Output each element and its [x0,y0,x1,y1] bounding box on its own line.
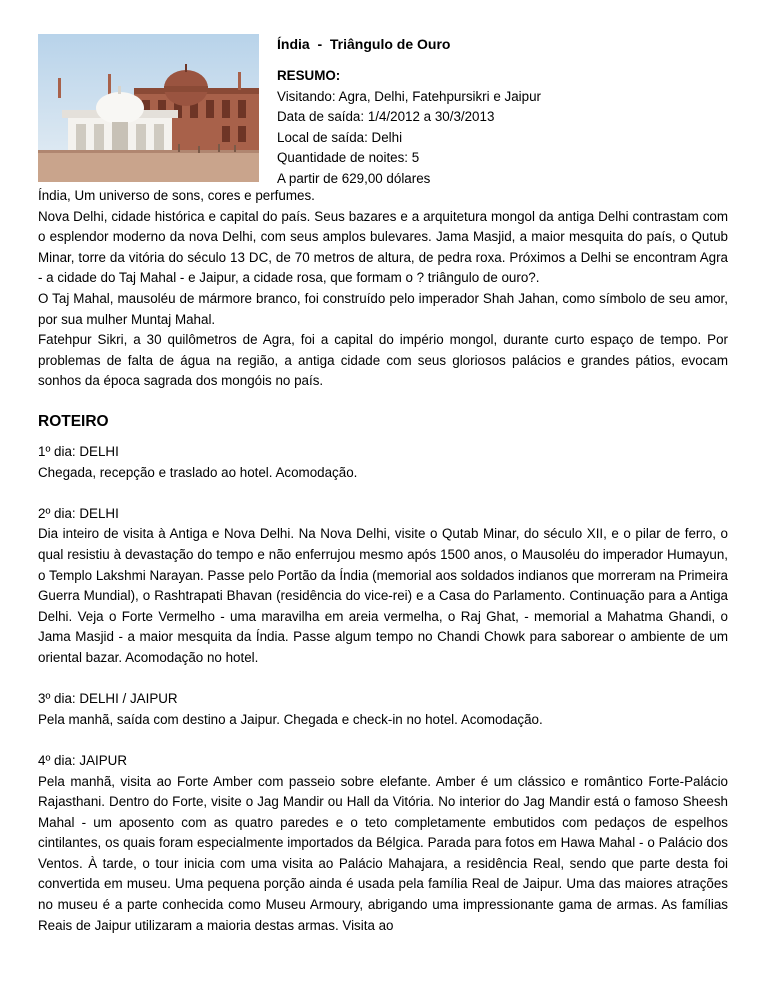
summary-line: Visitando: Agra, Delhi, Fatehpursikri e Jaipur [277,88,541,104]
day-text: Pela manhã, saída com destino a Jaipur. Chegada e check-in no hotel. Acomodação. [38,711,543,727]
day-title: 4º dia: JAIPUR [38,752,127,768]
summary-heading: RESUMO: [277,68,341,83]
day-text: Dia inteiro de visita à Antiga e Nova Delhi. Na Nova Delhi, visite o Qutab Minar, do século XII, e o pilar de ferro, o qual resistiu à devastação do tempo e não enferrujou mesmo após 1500 anos, o Mausoléu do imperador Humayun, o Templo Lakshmi Narayan. Passe pelo Portão da Índia (memorial aos soldados indianos que morreram na Primeira Guerra Mundial), o Rashtrapati Bhavan (residência do vice-rei) e a Casa do Parlamento. Continuação para a Antiga Delhi. Veja o Forte Vermelho - uma maravilha em areia vermelha, o Raj Ghat, - memorial a Mahatma Ghandi, o Jama Masjid - a maior mesquita da Índia. Passe algum tempo no Chandi Chowk para saborear o ambiente de um oriental bazar. Acomodação no hotel. [38,526,728,665]
page-title: Índia - Triângulo de Ouro [277,36,451,52]
summary-line: Local de saída: Delhi [277,129,403,145]
intro-section [38,186,728,392]
day-item [38,689,728,730]
summary-line: A partir de 629,00 dólares [277,170,431,186]
roteiro-section [38,442,728,957]
day-title: 1º dia: DELHI [38,444,119,459]
day-item [38,751,728,936]
day-text: Pela manhã, visita ao Forte Amber com passeio sobre elefante. Amber é um clássico e romântico Forte-Palácio Rajasthani. Dentro do Forte, visite o Jag Mandir ou Hall da Vitória. No interior do Jag Mandir está o famoso Sheesh Mahal - um aposento com as quatro paredes e o teto completamente embutidos com pedaços de espelhos cintilantes, os quais foram especialmente importados da Bélgica. Parada para fotos em Hawa Mahal - o Palácio dos Ventos. À tarde, o tour inicia com uma visita ao Palácio Mahajara, a residência Real, sendo que parte desta foi convertida em museu. Uma pequena porção ainda é usada pela família Real de Jaipur. Uma das maiores atrações no museu é a parte conhecida como Museu Armoury, abrigando uma impressionante gama de armas. As famílias Reais de Jaipur utilizaram a maioria destas armas. Visita ao [38,773,728,933]
day-title: 2º dia: DELHI [38,505,119,521]
intro-paragraph: Índia, Um universo de sons, cores e perfumes. [38,188,315,203]
roteiro-heading: ROTEIRO [38,413,109,430]
summary-line: Data de saída: 1/4/2012 a 30/3/2013 [277,109,495,124]
summary-line: Quantidade de noites: 5 [277,150,420,165]
monument-photo [38,34,259,182]
intro-paragraph: Nova Delhi, cidade histórica e capital do país. Seus bazares e a arquitetura mongol da antiga Delhi contrastam com o esplendor moderno da nova Delhi, com seus amplos bulevares. Jama Masjid, a maior mesquita do país, o Qutub Minar, torre da vitória do século 13 DC, de 70 metros de altura, de pedra roxa. Próximos a Delhi se encontram Agra - a cidade do Taj Mahal - e Jaipur, a cidade rosa, que formam o ? triângulo de ouro?. [38,208,728,286]
day-item [38,442,728,483]
intro-paragraph: Fatehpur Sikri, a 30 quilômetros de Agra, foi a capital do império mongol, durante curto espaço de tempo. Por problemas de falta de água na região, a antiga cidade com seus gloriosos palácios e grandes pátios, evocam sonhos da época sagrada dos mongóis no país. [38,332,728,389]
summary-block [277,66,541,189]
day-item [38,504,728,669]
intro-paragraph: O Taj Mahal, mausoléu de mármore branco, foi construído pelo imperador Shah Jahan, como símbolo de seu amor, por sua mulher Muntaj Mahal. [38,290,728,327]
day-text: Chegada, recepção e traslado ao hotel. Acomodação. [38,464,358,480]
day-title: 3º dia: DELHI / JAIPUR [38,691,178,707]
